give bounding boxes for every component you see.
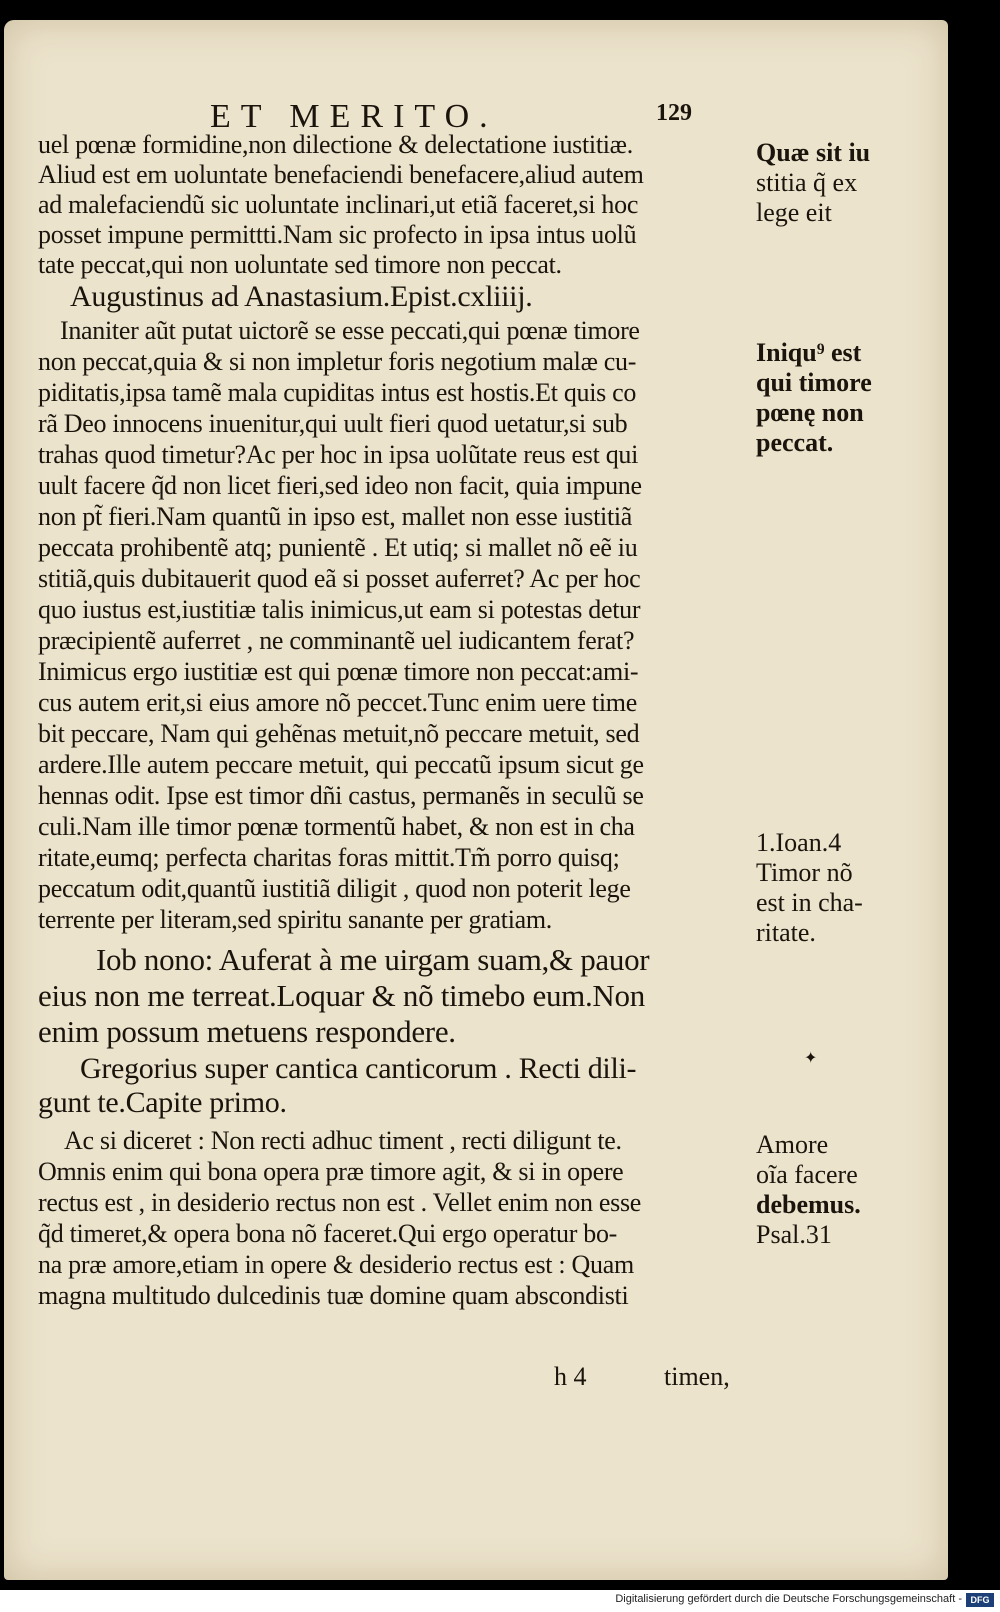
running-header: ET MERITO. xyxy=(210,98,498,135)
text-line: ritate,eumq; perfecta charitas foras mittit.Tm̃ porro quisq; xyxy=(38,843,620,872)
catchword: timen, xyxy=(664,1362,730,1391)
section-heading: gunt te.Capite primo. xyxy=(38,1086,287,1119)
margin-note xyxy=(756,1130,861,1250)
quotation-line: eius non me terreat.Loquar & nõ timebo eum.Non xyxy=(38,978,645,1013)
text-line: Inaniter aũt putat uictorẽ se esse peccati,qui pœnæ timore xyxy=(60,316,640,345)
margin-note-line: Iniqu⁹ est xyxy=(756,338,862,367)
text-line: peccata prohibentẽ atq; punientẽ . Et utiq; si mallet nõ eẽ iu xyxy=(38,533,638,562)
text-line: non pt̃ fieri.Nam quantũ in ipso est, mallet non esse iustitiã xyxy=(38,502,633,531)
section-heading: Augustinus ad Anastasium.Epist.cxliiij. xyxy=(70,280,533,313)
quotation-line: enim possum metuens respondere. xyxy=(38,1014,456,1049)
text-line: non peccat,quia & si non impletur foris negotium malæ cu- xyxy=(38,347,637,376)
text-line: Ac si diceret : Non recti adhuc timent , recti diligunt te. xyxy=(64,1126,622,1155)
printer-mark-icon: ✦ xyxy=(804,1050,818,1067)
text-line: uel pœnæ formidine,non dilectione & delectatione iustitiæ. xyxy=(38,130,633,159)
text-line: rectus est , in desiderio rectus non est . Vellet enim non esse xyxy=(38,1188,642,1217)
margin-note-line: est in cha- xyxy=(756,888,863,917)
footer-bar xyxy=(0,1590,1000,1612)
text-line: præcipientẽ auferret , ne comminantẽ uel iudicantem ferat? xyxy=(38,626,635,655)
text-line: culi.Nam ille timor pœnæ tormentũ habet, & non est in cha xyxy=(38,812,635,841)
dfg-logo-icon: DFG xyxy=(966,1593,994,1607)
book-page xyxy=(4,20,948,1580)
margin-note-line: oĩa facere xyxy=(756,1160,858,1189)
text-line: Aliud est em uoluntate benefaciendi benefacere,aliud autem xyxy=(38,160,644,189)
margin-note-line: Amore xyxy=(756,1130,829,1159)
page-number: 129 xyxy=(656,100,692,126)
text-line: hennas odit. Ipse est timor dñi castus, permanẽs in seculũ se xyxy=(38,781,644,810)
margin-note-line: 1.Ioan.4 xyxy=(756,828,842,857)
text-line: uult facere q̃d non licet fieri,sed ideo non facit, quia impune xyxy=(38,471,642,500)
signature-mark: h 4 xyxy=(554,1362,587,1391)
margin-note-line: debemus. xyxy=(756,1190,861,1219)
margin-note-line: qui timore xyxy=(756,368,872,397)
text-line: posset impune permittti.Nam sic profecto in ipsa intus uolũ xyxy=(38,220,637,249)
margin-note-line: pœnę non xyxy=(756,398,864,427)
text-line: trahas quod timetur?Ac per hoc in ipsa uolũtate reus est qui xyxy=(38,440,639,469)
margin-note-line: Psal.31 xyxy=(756,1220,832,1249)
text-line: peccatum odit,quantũ iustitiã diligit , quod non poterit lege xyxy=(38,874,631,903)
text-line: ad malefaciendũ sic uoluntate inclinari,ut etiã faceret,si hoc xyxy=(38,190,639,219)
text-line: rã Deo innocens inuenitur,qui uult fieri quod uetatur,si sub xyxy=(38,409,628,438)
text-line: na præ amore,etiam in opere & desiderio rectus est : Quam xyxy=(38,1250,634,1279)
margin-note-line: ritate. xyxy=(756,918,816,947)
text-line: bit peccare, Nam qui gehẽnas metuit,nõ peccare metuit, sed xyxy=(38,719,640,748)
text-line: ardere.Ille autem peccare metuit, qui peccatũ ipsum sicut ge xyxy=(38,750,644,779)
text-line: Omnis enim qui bona opera præ timore agit, & si in opere xyxy=(38,1157,624,1186)
text-line: Inimicus ergo iustitiæ est qui pœnæ timore non peccat:ami- xyxy=(38,657,639,686)
margin-note-line: stitia q̃ ex xyxy=(756,168,858,197)
margin-note-line: lege eit xyxy=(756,198,832,227)
margin-note xyxy=(756,138,870,228)
margin-note xyxy=(756,338,872,458)
margin-note xyxy=(756,828,863,948)
text-line: piditatis,ipsa tamẽ mala cupiditas intus est hostis.Et quis co xyxy=(38,378,637,407)
margin-note-line: Timor nõ xyxy=(756,858,853,887)
text-line: cus autem erit,si eius amore nõ peccet.Tunc enim uere time xyxy=(38,688,637,717)
text-line: tate peccat,qui non uoluntate sed timore non peccat. xyxy=(38,250,562,279)
text-line: magna multitudo dulcedinis tuæ domine quam abscondisti xyxy=(38,1281,629,1310)
text-line: quo iustus est,iustitiæ talis inimicus,ut eam si potestas detur xyxy=(38,595,641,624)
text-line: stitiã,quis dubitauerit quod eã si posset auferret? Ac per hoc xyxy=(38,564,641,593)
margin-note-line: peccat. xyxy=(756,428,834,457)
margin-note-line: Quæ sit iu xyxy=(756,138,871,167)
footer-credit: Digitalisierung gefördert durch die Deutsche Forschungsgemeinschaft - xyxy=(615,1593,962,1605)
section-heading: Gregorius super cantica canticorum . Recti dili- xyxy=(80,1052,637,1085)
quotation-line: Iob nono: Auferat à me uirgam suam,& pauor xyxy=(96,942,650,977)
text-line: terrente per literam,sed spiritu sanante per gratiam. xyxy=(38,905,552,934)
text-line: q̃d timeret,& opera bona nõ faceret.Qui ergo operatur bo- xyxy=(38,1219,618,1248)
